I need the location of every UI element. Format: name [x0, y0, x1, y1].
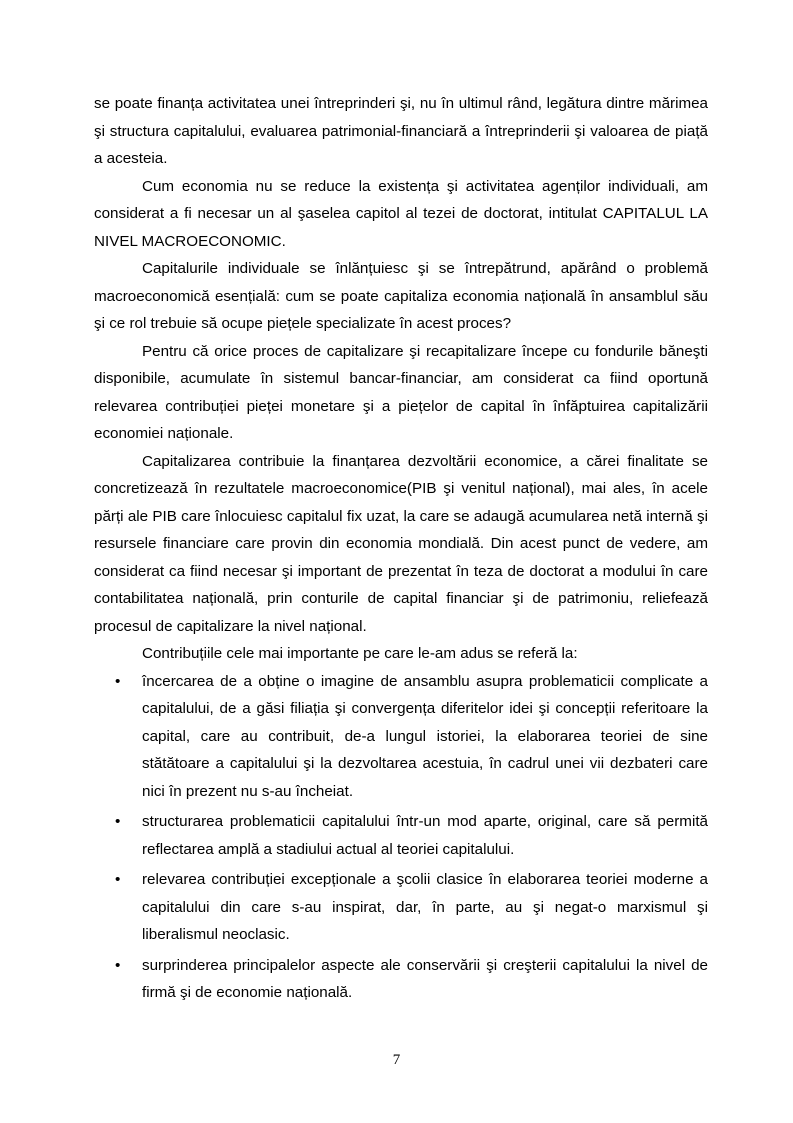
list-item-text: relevarea contribuției excepționale a şcolii clasice în elaborarea teoriei moderne a capitalului din care s-au inspirat, dar, în parte, au şi negat-o marxismul şi liberalismul neoclasic. — [142, 871, 708, 943]
paragraph: Capitalizarea contribuie la finanțarea dezvoltării economice, a cărei finalitate se concretizează în rezultatele macroeconomice(PIB şi venitul național), mai ales, în acele părți ale PIB care înlocuiesc capitalul fix uzat, la care se adaugă acumularea netă internă şi resursele financiare care provin din economia mondială. Din acest punct de vedere, am considerat ca fiind necesar şi important de prezentat în teza de doctorat a modului în care contabilitatea națională, prin conturile de capital financiar şi de patrimoniu, reliefează procesul de capitalizare la nivel național. — [94, 452, 708, 635]
document-body — [94, 90, 708, 1010]
bullet-icon: • — [115, 871, 121, 888]
list-item — [94, 866, 708, 949]
bullet-icon: • — [115, 672, 121, 690]
list-item — [94, 668, 708, 806]
page-number: 7 — [392, 1052, 401, 1068]
paragraph-continuation: se poate finanța activitatea unei întreprinderi şi, nu în ultimul rând, legătura dintre mărimea şi structura capitalului, evaluarea patrimonial-financiară a întreprinderii şi valoarea de piață a acesteia. — [94, 95, 708, 167]
paragraph: Contribuțiile cele mai importante pe care le-am adus se referă la: — [142, 645, 578, 662]
list-item — [94, 952, 708, 1007]
contributions-list — [94, 668, 708, 1007]
bullet-icon: • — [115, 956, 121, 974]
list-item-text: surprinderea principalelor aspecte ale conservării şi creşterii capitalului la nivel de firmă şi de economie națională. — [142, 956, 708, 1001]
list-item — [94, 808, 708, 863]
list-item-text: încercarea de a obține o imagine de ansamblu asupra problematicii complicate a capitalului, de a găsi filiația şi convergența diferitelor idei şi concepții referitoare la capital, care au contribuit, de-a lungul istoriei, la elaborarea teoriei de sine stătătoare a capitalului şi la dezvoltarea acestuia, în cadrul unei vii dezbateri care nici în prezent nu s-au încheiat. — [142, 672, 708, 800]
paragraph: Pentru că orice proces de capitalizare şi recapitalizare începe cu fondurile băneşti disponibile, acumulate în sistemul bancar-financiar, am considerat ca fiind oportună relevarea contribuției pieței monetare şi a piețelor de capital în înfăptuirea capitalizării economiei naționale. — [94, 342, 708, 442]
paragraph: Capitalurile individuale se înlănțuiesc şi se întrepătrund, apărând o problemă macroeconomică esențială: cum se poate capitaliza economia națională în ansamblul său şi ce rol trebuie să ocupe piețele specializate în acest proces? — [94, 260, 708, 332]
list-item-text: structurarea problematicii capitalului într-un mod aparte, original, care să permită reflectarea amplă a stadiului actual al teoriei capitalului. — [142, 813, 708, 858]
bullet-icon: • — [115, 813, 121, 830]
paragraph: Cum economia nu se reduce la existența şi activitatea agenților individuali, am considerat a fi necesar un al şaselea capitol al tezei de doctorat, intitulat CAPITALUL LA NIVEL MACROECONOMIC. — [94, 177, 708, 250]
